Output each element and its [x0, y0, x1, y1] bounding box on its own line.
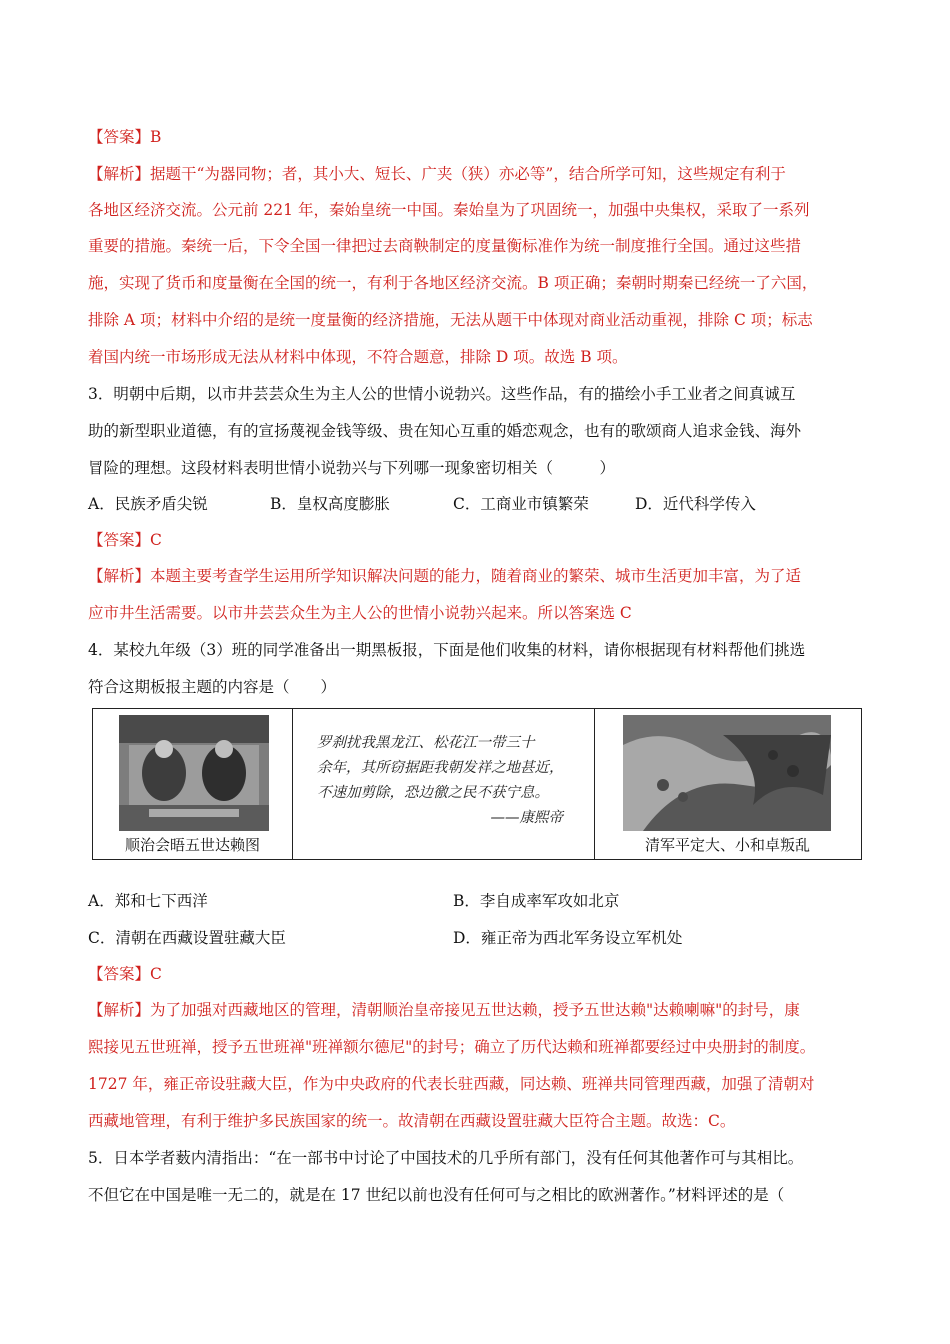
quote-author: ——康熙帝: [490, 810, 563, 826]
figure-caption-left: 顺治会晤五世达赖图: [124, 836, 260, 854]
question-3-text: 助的新型职业道德，有的宣扬蔑视金钱等级、贵在知心互重的婚恋观念，也有的歌颂商人追求金钱、海外: [88, 422, 802, 440]
q4-option-c: C．清朝在西藏设置驻藏大臣: [88, 929, 286, 947]
analysis-line: 熙接见五世班禅，授予五世班禅"班禅额尔德尼"的封号；确立了历代达赖和班禅都要经过中央册封的制度。: [88, 1038, 816, 1056]
figure-caption-right: 清军平定大、小和卓叛乱: [644, 836, 810, 854]
question-3-text: 冒险的理想。这段材料表明世情小说勃兴与下列哪一现象密切相关（ ）: [88, 459, 616, 477]
q3-option-b: B．皇权高度膨胀: [270, 495, 390, 513]
analysis-line: 【解析】本题主要考查学生运用所学知识解决问题的能力，随着商业的繁荣、城市生活更加丰富，为了适: [88, 567, 802, 585]
question-5-text: 5．日本学者薮内清指出：“在一部书中讨论了中国技术的几乎所有部门，没有任何其他著作可与其相比。: [88, 1149, 804, 1167]
q4-option-b: B．李自成率军攻如北京: [453, 892, 620, 910]
q4-option-a: A．郑和七下西洋: [88, 892, 208, 910]
question-5-text: 不但它在中国是唯一无二的，就是在 17 世纪以前也没有任何可与之相比的欧洲著作。”材料评述的是（: [88, 1186, 785, 1204]
question-4-text: 4．某校九年级（3）班的同学准备出一期黑板报，下面是他们收集的材料，请你根据现有材料帮他们挑选: [88, 641, 806, 659]
analysis-line: 应市井生活需要。以市井芸芸众生为主人公的世情小说勃兴起来。所以答案选 C: [88, 604, 632, 622]
question-4-figure: [92, 708, 862, 860]
q3-option-d: D．近代科学传入: [635, 495, 756, 513]
question-3-text: 3．明朝中后期，以市井芸芸众生为主人公的世情小说勃兴。这些作品，有的描绘小手工业者之间真诚互: [88, 385, 796, 403]
figure-panel-middle: [293, 709, 595, 859]
analysis-line: 【解析】据题干“为器同物；者，其小大、短长、广夹（狭）亦必等”，结合所学可知，这些规定有利于: [88, 165, 786, 183]
shunzhi-dalai-painting: [119, 715, 269, 831]
answer-label: 【答案】B: [88, 128, 162, 146]
kangxi-quote: [317, 731, 577, 831]
analysis-line: 【解析】为了加强对西藏地区的管理，清朝顺治皇帝接见五世达赖，授予五世达赖"达赖喇嘛"的封号，康: [88, 1001, 800, 1019]
quote-line: 罗刹扰我黑龙江、松花江一带三十: [317, 735, 535, 751]
quote-line: 余年，其所窃据距我朝发祥之地甚近，: [317, 760, 564, 776]
figure-panel-left: [93, 709, 293, 859]
q4-option-d: D．雍正帝为西北军务设立军机处: [453, 929, 683, 947]
q3-option-c: C．工商业市镇繁荣: [453, 495, 589, 513]
answer-label: 【答案】C: [88, 531, 162, 549]
analysis-line: 着国内统一市场形成无法从材料中体现，不符合题意，排除 D 项。故选 B 项。: [88, 348, 628, 366]
q3-option-a: A．民族矛盾尖锐: [88, 495, 208, 513]
question-4-text: 符合这期板报主题的内容是（ ）: [88, 678, 337, 696]
analysis-line: 重要的措施。秦统一后，下令全国一律把过去商鞅制定的度量衡标准作为统一制度推行全国。通过这些措: [88, 237, 802, 255]
analysis-line: 西藏地管理，有利于维护多民族国家的统一。故清朝在西藏设置驻藏大臣符合主题。故选：C。: [88, 1112, 736, 1130]
quote-line: 不速加剪除，恐边徼之民不获宁息。: [317, 785, 549, 801]
analysis-line: 施，实现了货币和度量衡在全国的统一，有利于各地区经济交流。B 项正确；秦朝时期秦已经统一了六国，: [88, 274, 818, 292]
analysis-line: 排除 A 项；材料中介绍的是统一度量衡的经济措施，无法从题干中体现对商业活动重视，排除 C 项；标志: [88, 311, 813, 329]
figure-panel-right: [595, 709, 860, 859]
analysis-line: 各地区经济交流。公元前 221 年，秦始皇统一中国。秦始皇为了巩固统一，加强中央集权，采取了一系列: [88, 201, 810, 219]
analysis-line: 1727 年，雍正帝设驻藏大臣，作为中央政府的代表长驻西藏，同达赖、班禅共同管理西藏，加强了清朝对: [88, 1075, 815, 1093]
answer-label: 【答案】C: [88, 965, 162, 983]
battle-painting: [623, 715, 831, 831]
